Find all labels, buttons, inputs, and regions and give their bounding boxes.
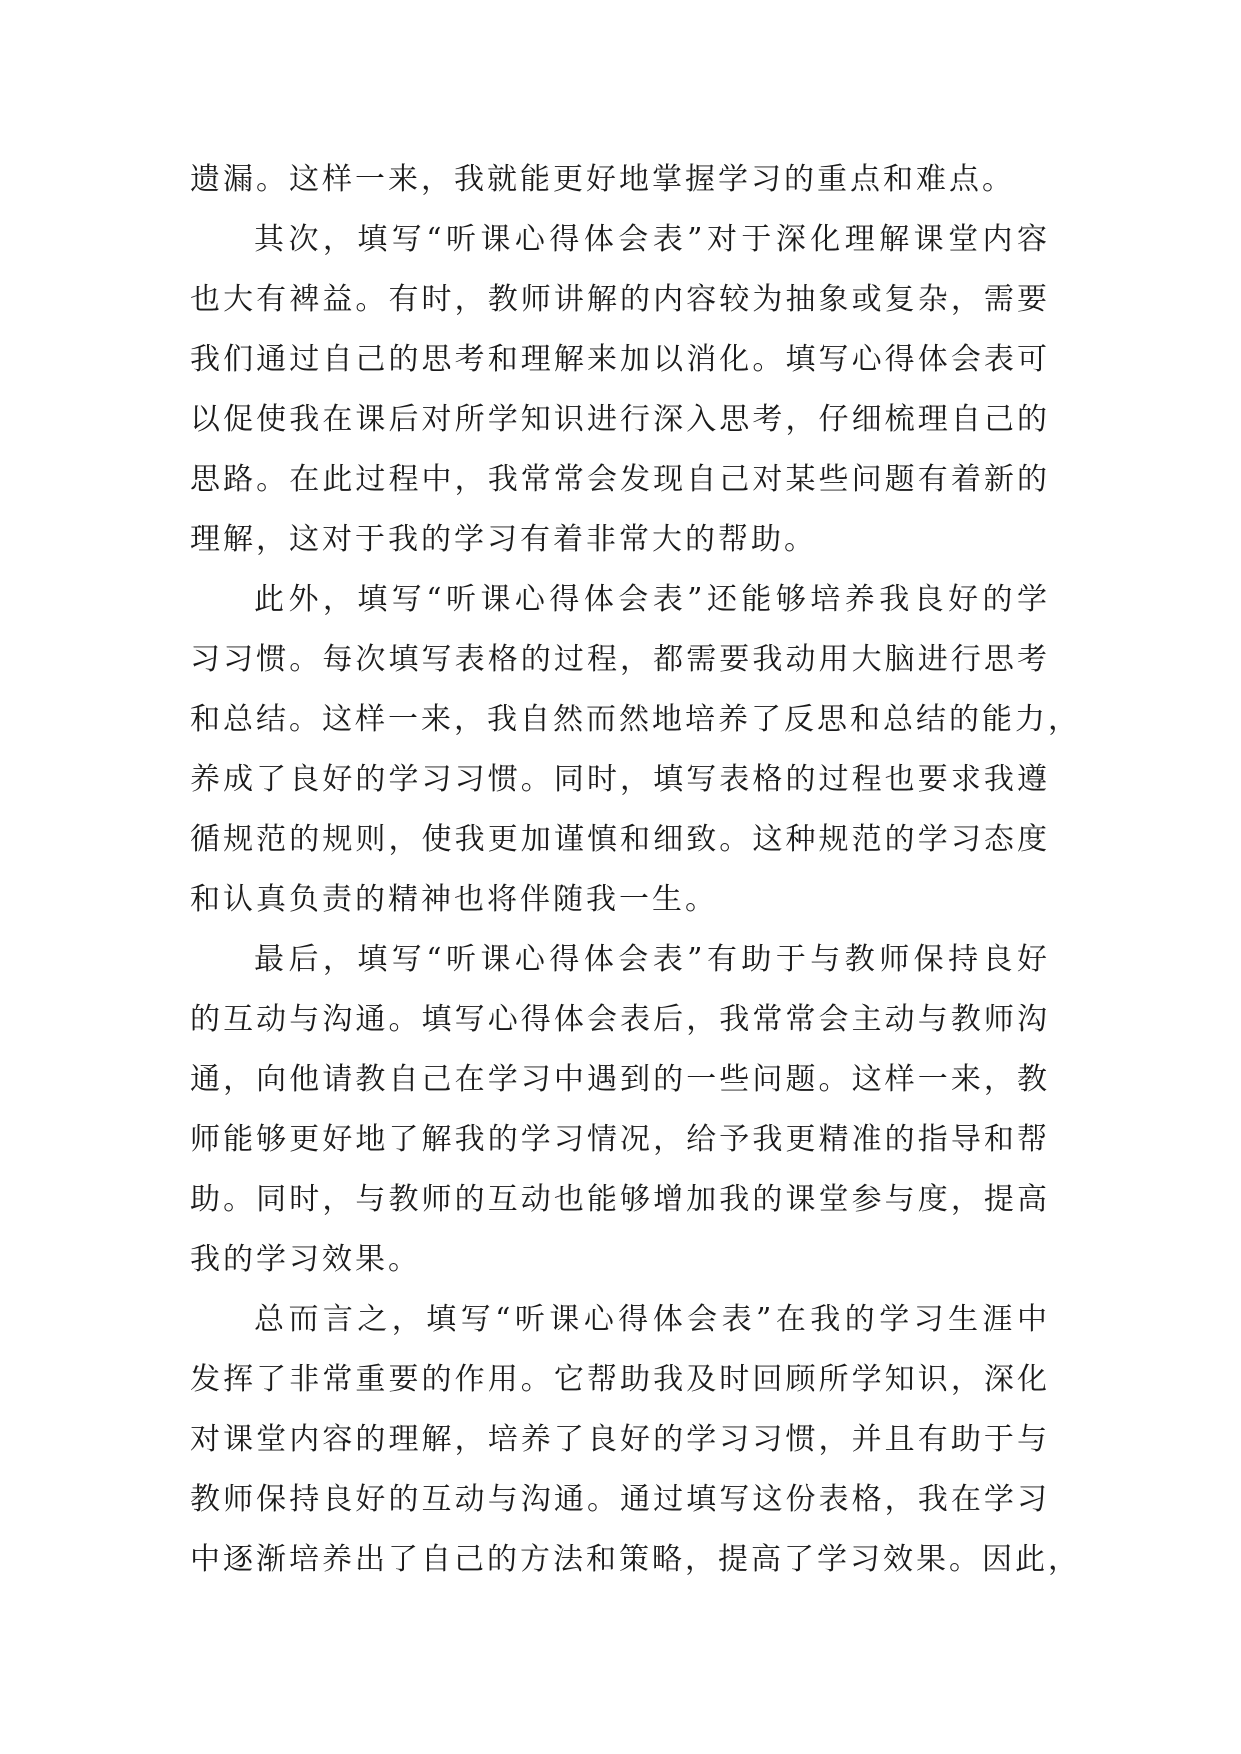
text-line: 此外，填写“听课心得体会表”还能够培养我良好的学 [254,582,1050,617]
text-line: 通，向他请教自己在学习中遇到的一些问题。这样一来，教 [190,1062,1050,1097]
text-line: 遗漏。这样一来，我就能更好地掌握学习的重点和难点。 [190,162,1015,197]
paragraph [190,210,1050,570]
paragraph [190,570,1081,930]
text-line: 教师保持良好的互动与沟通。通过填写这份表格，我在学习 [190,1482,1050,1517]
text-line: 最后，填写“听课心得体会表”有助于与教师保持良好 [254,942,1050,977]
text-line: 的互动与沟通。填写心得体会表后，我常常会主动与教师沟 [190,1002,1050,1037]
text-line: 助。同时，与教师的互动也能够增加我的课堂参与度，提高 [190,1182,1050,1217]
text-line: 养成了良好的学习习惯。同时，填写表格的过程也要求我遵 [190,762,1050,797]
text-line: 师能够更好地了解我的学习情况，给予我更精准的指导和帮 [190,1122,1050,1157]
text-line: 和总结。这样一来，我自然而然地培养了反思和总结的能力， [190,702,1081,737]
text-line: 中逐渐培养出了自己的方法和策略，提高了学习效果。因此， [190,1542,1081,1577]
body-text [190,150,1081,1590]
text-line: 其次，填写“听课心得体会表”对于深化理解课堂内容 [254,222,1050,257]
text-line: 总而言之，填写“听课心得体会表”在我的学习生涯中 [254,1302,1050,1337]
text-line: 对课堂内容的理解，培养了良好的学习习惯，并且有助于与 [190,1422,1050,1457]
text-line: 以促使我在课后对所学知识进行深入思考，仔细梳理自己的 [190,402,1050,437]
paragraph [190,1290,1081,1590]
text-line: 循规范的规则，使我更加谨慎和细致。这种规范的学习态度 [190,822,1050,857]
paragraph [190,930,1050,1290]
text-line: 习习惯。每次填写表格的过程，都需要我动用大脑进行思考 [190,642,1050,677]
text-line: 也大有裨益。有时，教师讲解的内容较为抽象或复杂，需要 [190,282,1050,317]
text-line: 和认真负责的精神也将伴随我一生。 [190,882,718,917]
text-line: 思路。在此过程中，我常常会发现自己对某些问题有着新的 [190,462,1050,497]
text-line: 我们通过自己的思考和理解来加以消化。填写心得体会表可 [190,342,1050,377]
text-line: 我的学习效果。 [190,1242,421,1277]
paragraph [190,150,1050,210]
text-line: 理解，这对于我的学习有着非常大的帮助。 [190,522,817,557]
text-line: 发挥了非常重要的作用。它帮助我及时回顾所学知识，深化 [190,1362,1050,1397]
